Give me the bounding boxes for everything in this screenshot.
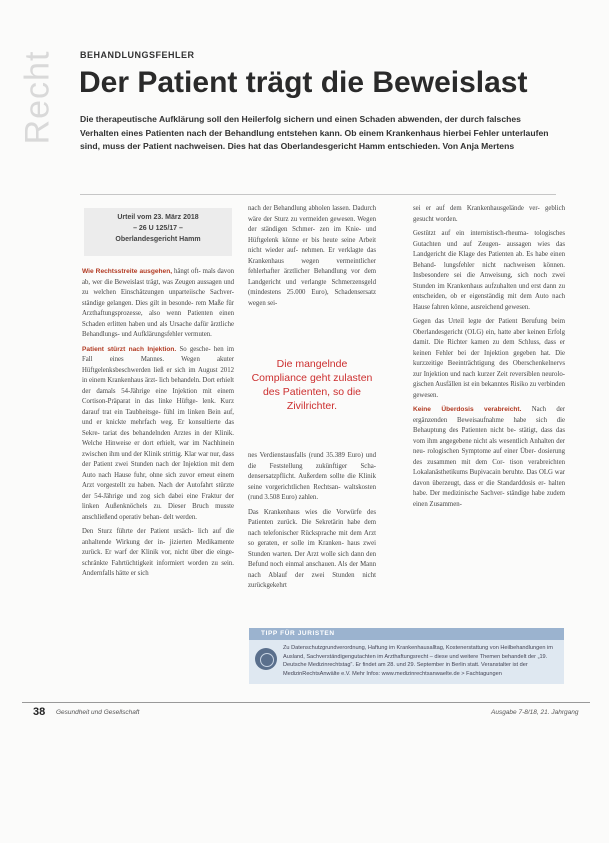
- verdict-date: Urteil vom 23. März 2018: [117, 214, 199, 221]
- paragraph: Das Krankenhaus wies die Vorwürfe des Patienten zurück. Die Sekretärin habe dem nach telefonischer Rücksprache mit dem Arzt so geraten, er solle im Kranken- haus zwei Stunden warten. Der Arzt wolle sich dann den Befund noch einmal anschauen. Als der Mann nach Ablauf der zwei Stunden nicht zurückgekehrt: [248, 508, 376, 589]
- footer-issue: Ausgabe 7-8/18, 21. Jahrgang: [491, 709, 579, 716]
- divider-top: [80, 194, 556, 195]
- footer-rule: [22, 702, 590, 703]
- verdict-infobox: [84, 208, 232, 256]
- text-column-3: [413, 204, 565, 514]
- tip-text: Zu Datenschutzgrundverordnung, Haftung im Krankenhausalltag, Kostenerstattung von Heilbehandlungen im Ausland, Sachverständigengutachten im Arzthaftungsrecht – diese und weitere Themen behandelt der „19. Deutsche Medizinrechtstag“. Er findet am 28. und 29. September in Berlin statt. Veranstalter ist der MedizinRechtsAnwälte e.V. Mehr Infos: www.medizinrechtsanwaelte.de > Fachtagungen: [283, 645, 553, 677]
- paragraph: Gegen das Urteil legte der Patient Berufung beim Oberlandesgericht (OLG) ein, hatte aber keinen Erfolg damit. Die Richter kamen zu dem Schluss, dass er keinen Fehler bei der Injektion gegeben hat. Die kurzzeitige Beeinträchtigung des Oberschenkelnervs zur Injektion und nach kurzer Zeit reversiblen neurolo- gischen Ausfällen ist ein bekanntes Risiko zu verbinden gewesen.: [413, 318, 565, 399]
- footer-section: Gesundheit und Gesellschaft: [56, 709, 140, 716]
- logo-icon: [255, 648, 277, 670]
- text-column-2-top: [248, 204, 376, 313]
- paragraph: sei er auf dem Krankenhausgelände ver- geblich gesucht worden.: [413, 205, 565, 223]
- text-column-2-bottom: [248, 451, 376, 596]
- article-title: Der Patient trägt die Beweislast: [79, 66, 528, 99]
- tip-header-bar: [249, 628, 564, 640]
- page-number: 38: [33, 706, 46, 718]
- paragraph: Gestützt auf ein internistisch-rheuma- tologisches Gutachten und auf Zeugen- aussagen wies das Landgericht die Klage des Patienten ab. Es habe einen Behand- lungsfehler nicht nachweisen können. Insbesondere sei die Anweisung, sich noch zwei Stunden im Krankenhaus aufzuhalten und erst dann zu entscheiden, ob er eigenständig mit dem Auto nach Hause fahren könne, ausreichend gewesen.: [413, 230, 565, 311]
- verdict-file-number: – 26 U 125/17 –: [133, 225, 183, 232]
- paragraph: Nach der ergänzenden Beweisaufnahme habe sich die Behauptung des Patienten nicht be- stätigt, dass das vom ihm angegebene nicht als wesentlich Anhalten der neu- rologischen Symptome auf einer Über- dosierung des zusammen mit dem Cor- tison verabreichten Lokalanästhetikums Bupivacain beruhte. Das OLG war davon überzeugt, dass er die Standarddosis er- halten habe. Der medizinische Sachver- ständige habe zudem einen Zusammen-: [413, 406, 566, 508]
- subheading-ueberdosis: Keine Überdosis verabreicht.: [413, 406, 522, 413]
- subheading-injektion: Patient stürzt nach Injektion.: [82, 345, 177, 353]
- paragraph: hängt oft- mals davon ab, wer die Beweislast trägt, was Zeugen aussagen und zu welchen Einschätzungen unparteiische Sachver- ständige gelangen. Dies gilt in besonde- rem Maße für Arzthaftungsprozesse, also wenn Patienten einen Schaden erlitten haben und als Ursache dafür ärztliche Behandlungs- und Aufklärungsfehler vermuten.: [82, 268, 234, 338]
- paragraph: Den Sturz führte der Patient ursäch- lich auf die anhaltende Wirkung der in- jizierten Medikamente zurück. Er warf der Klinik vor, nicht über die einge- schränkte Fahrtüchtigkeit informiert worden zu sein. Andernfalls hätte er sich: [82, 528, 234, 577]
- article-lead: Die therapeutische Aufklärung soll den Heilerfolg sichern und einen Schaden abwenden, der durch falsches Verhalten eines Patienten nach der Behandlung entstehen kann. Ob einem Krankenhaus hierbei Fehler unterlaufen sind, muss der Patient nachweisen. Dies hat das Oberlandesgericht Hamm entschieden. Von Anja Mertens: [80, 114, 549, 151]
- paragraph: nes Verdienstausfalls (rund 35.389 Euro) und die Feststellung zukünftiger Scha- densersatzpflicht. Außerdem sollte die Klinik seine vorgerichtlichen Rechtsan- waltskosten (rund 3.508 Euro) zahlen.: [248, 452, 376, 501]
- article-kicker: BEHANDLUNGSFEHLER: [80, 50, 195, 60]
- verdict-court: Oberlandesgericht Hamm: [115, 236, 201, 243]
- text-column-1: [82, 267, 234, 584]
- tip-header: TIPP FÜR JURISTEN: [261, 630, 335, 637]
- paragraph: nach der Behandlung abholen lassen. Dadurch wäre der Sturz zu vermeiden gewesen. Wegen der ständigen Schmer- zen im Knie- und Hüftgelenk könne er bis heute seine Arbeit nicht wieder auf- nehmen. Er verklagte das Krankenhaus wegen vermeintlicher fehlerhafter ärztlicher Behandlung vor dem Landgericht und verlangte Schmerzensgeld (mindestens 25.000 Euro), Schadensersatz wegen sei-: [248, 205, 376, 307]
- pull-quote: Die mangelnde Compliance geht zulasten des Patienten, so die Zivilrichter.: [251, 358, 373, 412]
- section-label-text: Recht: [18, 50, 57, 145]
- subheading-rechtsstreite: Wie Rechtsstreite ausgehen,: [82, 268, 173, 275]
- tip-box: [249, 640, 564, 684]
- paragraph: So gesche- hen im Fall eines Mannes. Wegen akuter Hüftgelenksbeschwerden ließ er sich im August 2012 in einem Krankenhaus ärzt- lich behandeln. Dort erhielt der damals 54-Jährige eine Injektion mit einem Cortison-Präparat in das linke Hüftge- lenk. Kurz darauf trat ein Taubheitsge- fühl im linken Bein auf, und er knickte mehrfach weg. Er konsultierte das Sekre- tariat des behandelnden Arztes in der Klinik. Welche Hinweise er dort erhielt, war im Nachhinein zwischen ihm und der Klinik strittig. Klar war nur, dass der Patient zwei Stunden nach der Injektion mit dem Auto nach Hause fuhr, ohne sich zuvor erneut einem Arzt vorgestellt zu haben. Nach der Autofahrt stürzte der 54-Jährige und zog sich dabei eine Fraktur der linken Außenknöchels zu. Dieser Bruch musste anschließend operativ behan- delt werden.: [82, 345, 234, 521]
- section-vertical-label: [18, 30, 58, 150]
